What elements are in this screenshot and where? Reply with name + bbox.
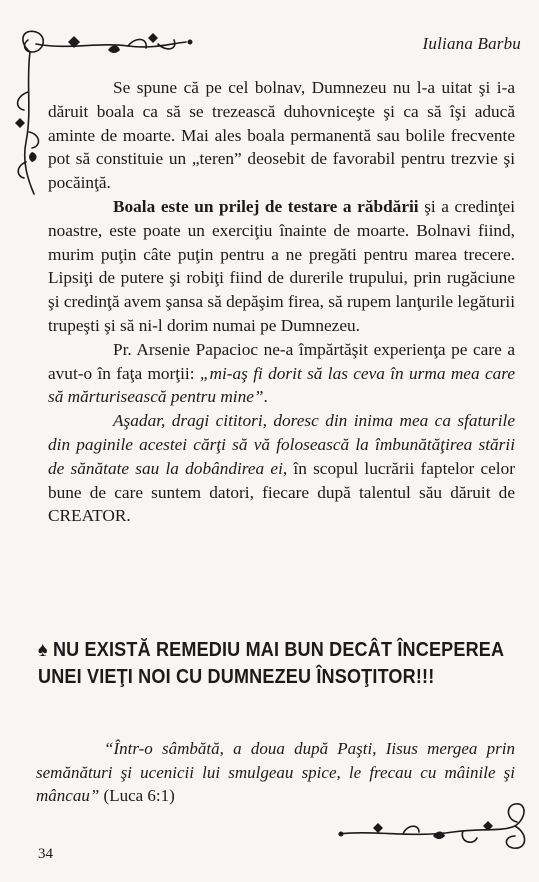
paragraph-4	[48, 409, 515, 528]
paragraph-1	[48, 76, 515, 195]
quote-text: “Într-o sâmbătă, a doua după Paşti, Iisus mergea prin semănături şi ucenicii lui smulgeau spice, le frecau cu mâinile şi mâncau”	[36, 739, 515, 805]
section-heading-text: NU EXISTĂ REMEDIU MAI BUN DECÂT ÎNCEPEREA UNEI VIEŢI NOI CU DUMNEZEU ÎNSOŢITOR!!!	[38, 638, 504, 688]
paragraph-1-text: Se spune că pe cel bolnav, Dumnezeu nu l-a uitat şi i-a dăruit boala ca să se trezească duhovniceşte şi ca să îşi aducă aminte de moarte. Mai ales boala permanentă sau bolile frecvente pot să constituie un „teren” deosebit de favorabil pentru trezvie şi pocăinţă.	[48, 78, 515, 193]
paragraph-2-bold-lead: Boala este un prilej de testare a răbdării	[113, 196, 419, 216]
paragraph-4-text: , în scopul lucrării faptelor celor bune de care suntem datori, fiecare după talentul său dăruit de CREATOR.	[48, 458, 515, 526]
paragraph-2	[48, 195, 515, 338]
quote-reference: (Luca 6:1)	[99, 786, 175, 805]
paragraph-3-text: Pr. Arsenie Papacioc ne-a împărtăşit experienţa pe care a avut-o în faţa morţii:	[48, 339, 515, 383]
running-header-author: Iuliana Barbu	[422, 34, 521, 53]
paragraph-3	[48, 338, 515, 409]
floral-ornament-bottom-icon	[333, 796, 533, 856]
paragraph-4-italic: Aşadar, dragi cititori, doresc din inima mea ca sfaturile din paginile acestei cărţi să vă folosească la îmbunătăţirea stării de sănătate sau la dobândirea ei	[48, 411, 515, 478]
paragraph-3-quote: „mi-aş fi dorit să las ceva în urma mea care să mărturisească pentru mine”	[48, 363, 516, 407]
paragraph-2-text: şi a credinţei noastre, este poate un exerciţiu înainte de moarte. Bolnavi fiind, murim puţin câte puţin pentru a ne pregăti pentru marea trecere. Lipsiţi de putere şi robiţi fiind de durerile trupului, prin rugăciune şi credinţă avem şansa să depăşim firea, să rupem lanţurile legăturii trupeşti şi să ni-l dorim numai pe Dumnezeu.	[48, 196, 515, 335]
page-number: 34	[38, 846, 53, 862]
section-heading	[38, 636, 518, 690]
body-text	[48, 76, 515, 528]
paragraph-3-end: .	[263, 387, 268, 407]
spade-bullet-icon: ♠	[38, 638, 48, 661]
